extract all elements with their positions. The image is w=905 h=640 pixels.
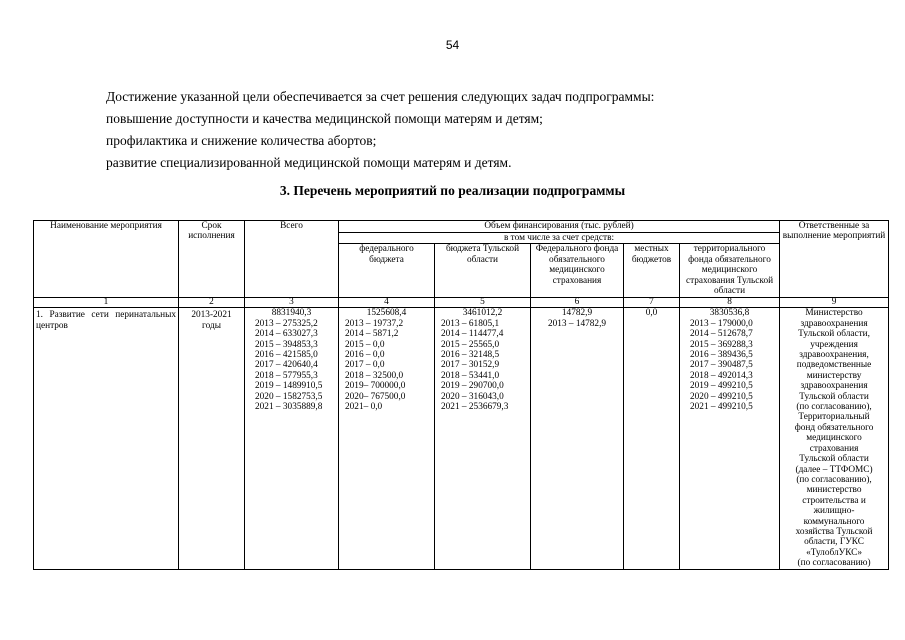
responsible-line: медицинского: [806, 433, 862, 444]
column-number: 3: [245, 298, 339, 308]
ffoms-sum: 14782,9: [561, 308, 593, 319]
responsible-line: министерство: [806, 485, 862, 496]
year-value: 2013 – 19737,2: [345, 318, 404, 329]
year-value: 2021 – 499210,5: [690, 402, 753, 413]
responsible-line: Тульской области: [799, 454, 869, 465]
year-value: 2014 – 114477,4: [441, 329, 504, 340]
year-value: 2018 – 53441,0: [441, 370, 500, 381]
year-value: 2013 – 179000,0: [690, 318, 753, 329]
year-value: 2020– 767500,0: [345, 391, 406, 402]
column-number: 7: [624, 298, 680, 308]
responsible-line: фонд обязательного: [794, 422, 874, 433]
year-value: 2015 – 25565,0: [441, 339, 500, 350]
responsible-line: (по согласованию),: [796, 402, 872, 413]
header-territorial-fund: территориального фонда обязательного медицинского страхования Тульской области: [680, 244, 780, 298]
responsible-line: здравоохранения: [800, 318, 868, 329]
header-including: в том числе за счет средств:: [339, 233, 780, 244]
year-value: 2013 – 61805,1: [441, 318, 500, 329]
responsible-line: Министерство: [805, 308, 863, 319]
responsible-line: страхования: [809, 443, 859, 454]
header-responsible: Ответственные за выполнение мероприятий: [780, 221, 889, 298]
responsible-line: хозяйства Тульской: [795, 526, 873, 537]
section-title: 3. Перечень мероприятий по реализации подпрограммы: [279, 183, 626, 198]
year-value: 2020 – 499210,5: [690, 391, 753, 402]
year-value: 2016 – 0,0: [345, 350, 385, 361]
year-value: 2013 – 275325,2: [255, 318, 318, 329]
activity-name-cell: [34, 308, 179, 569]
column-number: 6: [531, 298, 624, 308]
year-value: 2020 – 316043,0: [441, 391, 504, 402]
column-number: 8: [680, 298, 780, 308]
responsible-line: (далее – ТТФОМС): [795, 464, 873, 475]
year-value: 2021 – 3035889,8: [255, 402, 323, 413]
table-row: [34, 308, 889, 569]
year-value: 2016 – 32148,5: [441, 350, 500, 361]
year-value: 2020 – 1582753,5: [255, 391, 323, 402]
responsible-line: «ТулоблУКС»: [806, 547, 863, 558]
year-value: 2018 – 32500,0: [345, 370, 404, 381]
responsible-line: учреждения: [810, 339, 858, 350]
year-value: 2017 – 30152,9: [441, 360, 500, 371]
header-federal-fund: Федерального фонда обязательного медицинского страхования: [531, 244, 624, 298]
responsible-line: Тульской области: [799, 391, 869, 402]
responsible-line: (по согласованию): [797, 558, 871, 569]
responsible-line: области, ГУКС: [804, 537, 864, 548]
responsible-line: подведомственные: [796, 360, 872, 371]
year-value: 2019– 700000,0: [345, 381, 406, 392]
tfoms-sum: 3830536,8: [709, 308, 750, 319]
year-value: 2014 – 633027,3: [255, 329, 318, 340]
column-number: 9: [780, 298, 889, 308]
year-value: 2018 – 492014,3: [690, 370, 753, 381]
year-value: 2017 – 0,0: [345, 360, 385, 371]
responsible-line: коммунального: [803, 516, 865, 527]
year-value: 2017 – 420640,4: [255, 360, 318, 371]
total-cell: [245, 308, 339, 569]
year-value: 2016 – 389436,5: [690, 350, 753, 361]
year-value: 2016 – 421585,0: [255, 350, 318, 361]
year-value: 2015 – 0,0: [345, 339, 385, 350]
page-number: 54: [445, 38, 460, 52]
year-value: 2014 – 5871,2: [345, 329, 399, 340]
year-value: 2018 – 577955,3: [255, 370, 318, 381]
header-term: Срок исполнения: [179, 221, 245, 298]
responsible-line: строительства и: [802, 495, 866, 506]
year-value: 2019 – 290700,0: [441, 381, 504, 392]
header-regional: бюджета Тульской области: [435, 244, 531, 298]
regional-sum: 3461012,2: [462, 308, 503, 319]
column-number: 5: [435, 298, 531, 308]
year-value: 2019 – 499210,5: [690, 381, 753, 392]
term-cell: [179, 308, 245, 569]
column-number: 2: [179, 298, 245, 308]
responsible-line: (по согласованию),: [796, 474, 872, 485]
responsible-line: здравоохранения,: [799, 350, 869, 361]
column-numbers-row: [34, 298, 889, 308]
header-funding: Объем финансирования (тыс. рублей): [339, 221, 780, 233]
year-value: 2013 – 14782,9: [547, 318, 607, 329]
federal-sum: 1525608,4: [366, 308, 407, 319]
tfoms-cell: [680, 308, 780, 569]
header-name: Наименование мероприятия: [34, 221, 179, 298]
intro-line: профилактика и снижение количества абортов;: [106, 133, 377, 148]
intro-line: повышение доступности и качества медицинской помощи матерям и детям;: [106, 111, 543, 126]
year-value: 2017 – 390487,5: [690, 360, 753, 371]
term: 2013-2021 годы: [191, 310, 232, 331]
year-value: 2019 – 1489910,5: [255, 381, 323, 392]
regional-cell: [435, 308, 531, 569]
total-sum: 8831940,3: [271, 308, 312, 319]
activities-table: [33, 220, 889, 570]
activity-name: 1. Развитие сети перинатальных центров: [36, 310, 176, 331]
year-value: 2014 – 512678,7: [690, 329, 753, 340]
federal-cell: [339, 308, 435, 569]
year-value: 2021– 0,0: [345, 402, 383, 413]
local-sum: 0,0: [645, 308, 658, 319]
header-federal: федерального бюджета: [339, 244, 435, 298]
column-number: 4: [339, 298, 435, 308]
year-value: 2021 – 2536679,3: [441, 402, 509, 413]
ffoms-cell: [531, 308, 624, 569]
responsible-line: министерству: [806, 370, 862, 381]
intro-text: [106, 86, 866, 174]
header-total: Всего: [245, 221, 339, 298]
responsible-line: здравоохранения: [800, 381, 868, 392]
responsible-line: жилищно-: [813, 506, 855, 517]
local-cell: [624, 308, 680, 569]
year-value: 2015 – 394853,3: [255, 339, 318, 350]
responsible-line: Территориальный: [798, 412, 870, 423]
intro-line: развитие специализированной медицинской помощи матерям и детям.: [106, 155, 512, 170]
intro-line: Достижение указанной цели обеспечивается за счет решения следующих задач подпрограммы:: [106, 89, 655, 104]
responsible-line: Тульской области,: [798, 329, 870, 340]
header-local: местных бюджетов: [624, 244, 680, 298]
column-number: 1: [34, 298, 179, 308]
responsible-cell: [780, 308, 889, 569]
year-value: 2015 – 369288,3: [690, 339, 753, 350]
